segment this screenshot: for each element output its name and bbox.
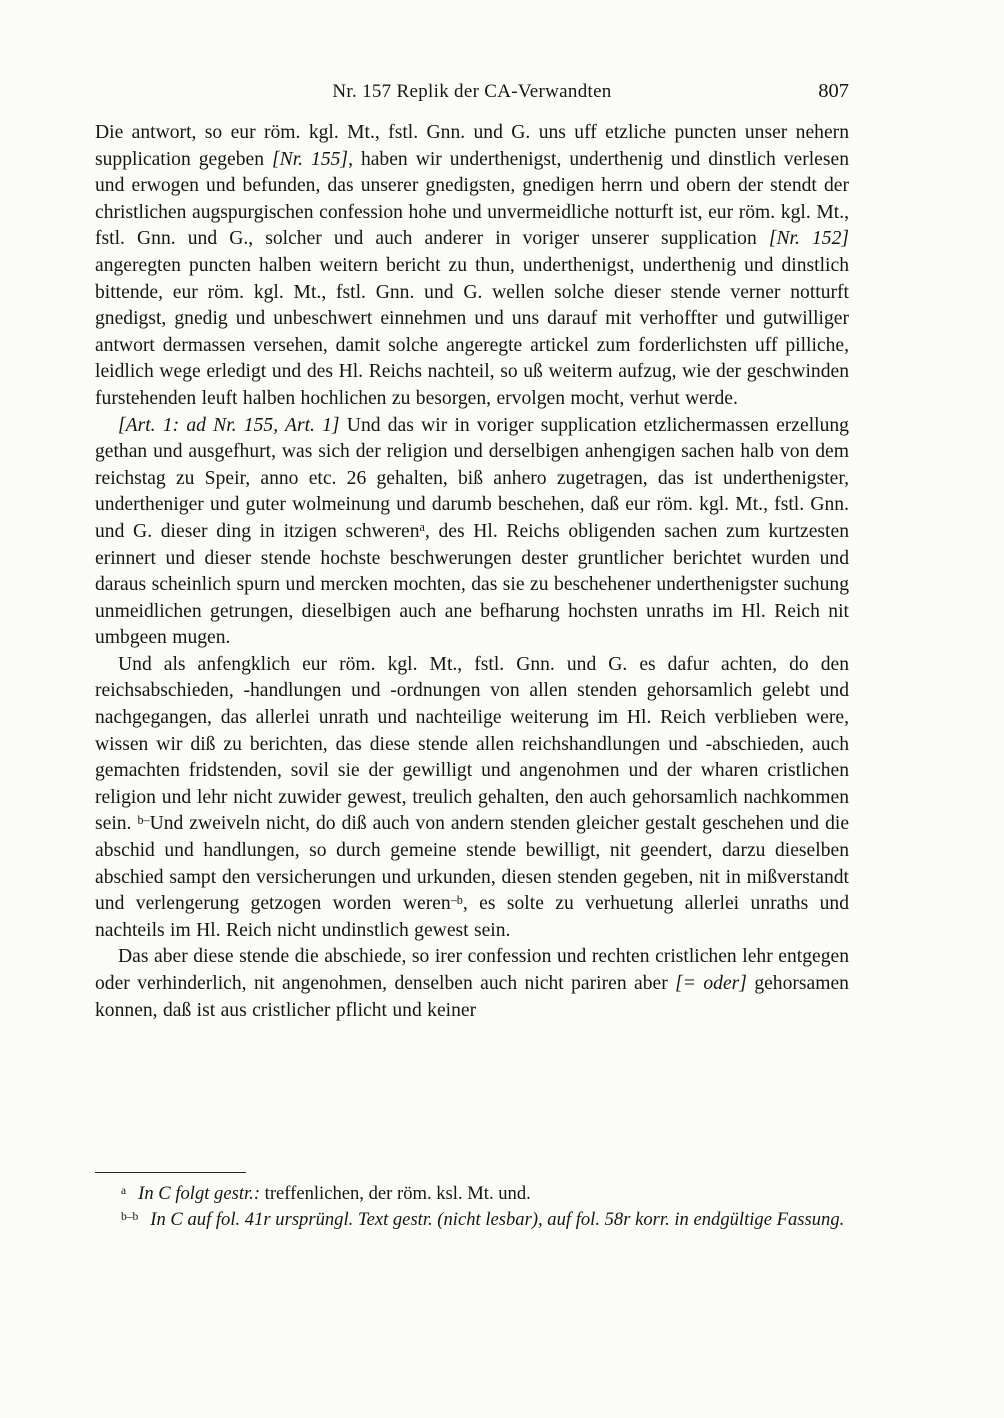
footnote xyxy=(95,1207,849,1233)
text-segment: Und das wir in voriger supplication etzlichermassen erzellung gethan und ausgefhurt, was sich der religion und derselbigen anhengigen sachen halb von dem reichstag zu Speir, anno etc. 26 gehalten, biß anhero zugetragen, das ist underthenigster, undertheniger und guter wolmeinung und darumb beschehen, daß eur röm. kgl. Mt., fstl. Gnn. und G. dieser ding in itzigen schweren xyxy=(95,414,849,542)
footnote-marker: –b xyxy=(450,892,463,907)
text-segment: Und zweiveln nicht, do diß auch von andern stenden gleicher gestalt geschehen und die abschid und handlungen, so durch gemeine stende bewilligt, nit geendert, darzu dieselben abschied sampt den versicherungen und urkunden, diesen stenden gegeben, nit in mißverstandt und verlengerung getzogen worden weren xyxy=(95,813,850,915)
footnote xyxy=(95,1181,849,1207)
text-column xyxy=(95,80,849,1024)
text-segment: Das aber diese stende die abschiede, so irer confession und rechten cristlichen lehr entgegen oder verhinderlich, nit angenohmen, denselben auch nicht pariren aber xyxy=(95,946,849,994)
text-segment: angeregten puncten halben weitern bericht zu thun, underthenigst, underthenig und dinstlich bittende, eur röm. kgl. Mt., fstl. Gnn. und G. wellen solche dieser stende verner notturft gnedigst, gnedig und unbeschwert einnehmen und uns darauf mit verhoffter und gutwilliger antwort dermassen versehen, damit solche angeregte artickel zum forderlichsten uff pilliche, leidlich wege erledigt und des Hl. Reichs nachteil, so uß weiterm aufzug, wie der geschwinden furstehenden leuft halben hochlichen zu besorgen, ervolgen mocht, verhut werde. xyxy=(95,254,849,409)
paragraph xyxy=(95,652,849,945)
text-segment: , es solte zu verhuetung allerlei unraths und nachteils im Hl. Reich nicht undinstlich gewest sein. xyxy=(95,893,849,941)
footnotes-list xyxy=(95,1181,849,1233)
body-text xyxy=(95,120,849,1024)
text-segment: Und als anfengklich eur röm. kgl. Mt., fstl. Gnn. und G. es dafur achten, do den reichsabschieden, -handlungen und -ordnungen von allen stenden gehorsamlich gelebt und nachgegangen, das allerlei unrath und nachteilige weiterung im Hl. Reich verblieben were, wissen wir diß zu berichten, das diese stende allen reichshandlungen und -abschieden, auch gemachten fridstenden, sovil sie der gewilligt und angenohmen und der wharen cristlichen religion und lehr nicht zuwider gewest, treulich gehalten, den auch gehorsamlich nachkommen sein. xyxy=(95,653,849,835)
footnote-marker: b–b xyxy=(121,1210,139,1223)
text-segment: , des Hl. Reichs obligenden sachen zum kurtzesten erinnert und dieser stende hochste beschwerungen dester gruntlicher berichtet wurden und daraus scheinlich spurn und mercken mochten, das sie zu beschehener underthenigster suchung unmeidlichen getrungen, dieselbigen auch ane befharung hochsten unraths im Hl. Reich nit umbgeen mugen. xyxy=(95,520,849,649)
footnote-rule xyxy=(95,1172,246,1173)
text-segment: [Nr. 152] xyxy=(768,228,849,250)
text-segment: Die antwort, so eur röm. kgl. Mt., fstl. Gnn. und G. uns uff etzliche puncten unser nehern supplication gegeben xyxy=(95,122,849,170)
paragraph xyxy=(95,944,849,1024)
footnote-marker: a xyxy=(121,1184,127,1197)
text-segment: [= oder] xyxy=(675,973,747,994)
page-number: 807 xyxy=(818,80,849,102)
running-title: Nr. 157 Replik der CA-Verwandten xyxy=(332,81,612,102)
footnotes-section xyxy=(95,1172,849,1233)
paragraph xyxy=(95,413,849,652)
text-segment: [Nr. 155] xyxy=(272,148,349,170)
paragraph xyxy=(95,120,849,413)
text-segment: In C folgt gestr.: xyxy=(138,1183,265,1204)
text-segment: In C auf fol. 41r ursprüngl. Text gestr. (nicht lesbar), auf fol. 58r korr. in endgültige Fassung. xyxy=(150,1209,845,1230)
text-segment: [Art. 1: ad Nr. 155, Art. 1] xyxy=(118,414,340,436)
page-header xyxy=(95,80,849,104)
text-segment: , haben wir underthenigst, underthenig und dinstlich verlesen und erwogen und befunden, das unserer gnedigsten, gnedigen herrn und obern der stendt der christlichen augspurgischen confession hohe und unvermeidliche notturft ist, eur röm. kgl. Mt., fstl. Gnn. und G., solcher und auch anderer in voriger unserer supplication xyxy=(95,148,849,250)
text-segment: treffenlichen, der röm. ksl. Mt. und. xyxy=(264,1183,531,1204)
text-segment: gehorsamen konnen, daß ist aus cristlicher pflicht und keiner xyxy=(95,973,849,1021)
footnote-marker: a xyxy=(419,520,425,535)
footnote-marker: b– xyxy=(137,812,150,827)
